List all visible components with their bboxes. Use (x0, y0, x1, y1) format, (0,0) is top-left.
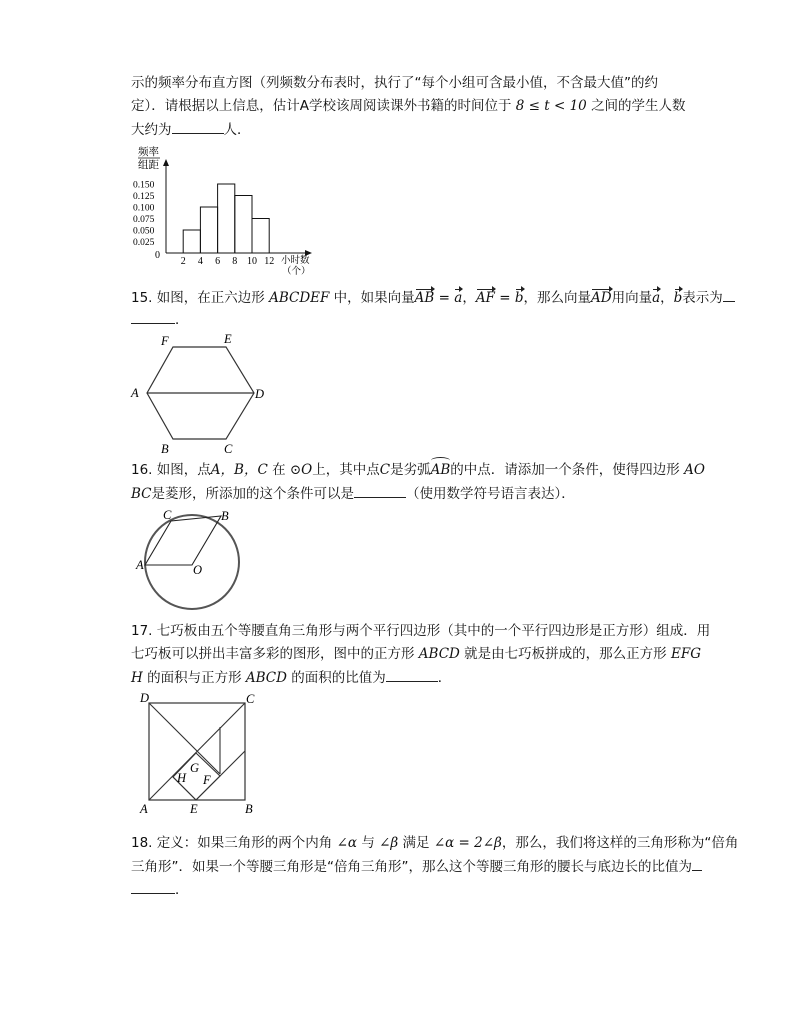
label-B: B (161, 442, 169, 456)
q16-text2: 在 (272, 462, 286, 478)
q16-text6: 是菱形，所添加的这个条件可以是 (151, 486, 355, 502)
q17-text3c: ． (437, 670, 452, 686)
q14-inequality: 8 ≤ t < 10 (515, 98, 587, 114)
q15-number: 15. (131, 290, 153, 306)
label-D: D (140, 691, 150, 705)
q16-text5: 的中点．请添加一个条件，使得四边形 (450, 462, 680, 478)
q18-text4: ，那么，我们将这样的三角形称为“倍角 (501, 835, 739, 851)
q15-line2 (131, 309, 189, 330)
vector-b: b (514, 290, 524, 306)
q18-angle-alpha: ∠α (336, 835, 358, 851)
q15-text3: ，那么向量 (523, 290, 591, 306)
circle-figure (134, 506, 249, 616)
label-H: H (177, 771, 187, 785)
q14-line2b-text: 之间的学生人数 (591, 98, 686, 114)
y-tick-label: 0.025 (133, 238, 155, 248)
tangram-figure (136, 692, 266, 817)
label-F: F (161, 334, 169, 348)
q17-line2 (131, 644, 701, 664)
q15-eq1: = (434, 290, 455, 306)
x-tick-label: 2 (180, 256, 186, 267)
q16-number: 16. (131, 462, 153, 478)
label-A: A (131, 386, 139, 400)
y-tick-label: 0.125 (133, 192, 155, 202)
q14-line3b-text: 人． (223, 122, 251, 138)
q14-line1: 示的频率分布直方图（列频数分布表时，执行了“每个小组可含最小值，不含最大值”的约 (131, 75, 658, 91)
q16-text4: 是劣弧 (390, 462, 431, 478)
label-E: E (224, 332, 232, 346)
q14-answer-blank[interactable] (172, 119, 224, 134)
q18-line3 (131, 879, 189, 900)
label-E: E (190, 802, 198, 816)
y-tick-label: 0.075 (133, 215, 155, 225)
q17-square-ABCD: ABCD (418, 646, 460, 662)
q18-line1 (131, 833, 738, 853)
q16-point-C: C (379, 462, 391, 478)
vector-AB: AB (414, 290, 435, 306)
q18-answer-blank-b[interactable] (131, 879, 175, 894)
label-G: G (190, 761, 200, 775)
vector-AD: AD (591, 290, 612, 306)
q17-number: 17. (131, 623, 153, 639)
q16-circle: ⊙O (289, 462, 313, 478)
q18-number: 18. (131, 835, 153, 851)
q15-text1: 如图，在正六边形 (156, 290, 265, 306)
q17-text3a: 的面积与正方形 (147, 670, 242, 686)
histogram-bars (183, 184, 269, 253)
q15-text5: 表示为 (682, 290, 723, 306)
histogram-bar (235, 196, 252, 254)
y-label-bottom: 组距 (138, 160, 159, 171)
label-C: C (246, 692, 255, 706)
q16-answer-blank[interactable] (354, 483, 406, 498)
x-label: 小时数 (281, 256, 310, 266)
q16-line2 (131, 483, 575, 504)
q18-line2 (131, 856, 702, 877)
label-C: C (224, 442, 233, 456)
histogram-bar (200, 207, 217, 253)
q15-end: ． (175, 312, 189, 328)
q15-hexagon-name: ABCDEF (269, 290, 330, 306)
histogram-bar (218, 184, 235, 253)
q14-line3a-text: 大约为 (131, 122, 172, 138)
y-label-top: 频率 (138, 147, 159, 158)
q15-line1 (131, 287, 735, 308)
q18-text1: 定义：如果三角形的两个内角 (156, 835, 333, 851)
x-tick-label: 8 (232, 256, 238, 267)
q16-text3: 上，其中点 (312, 462, 380, 478)
q17-answer-blank[interactable] (386, 667, 438, 682)
q18-end: ． (175, 882, 189, 898)
q18-relation: ∠α = 2∠β (433, 835, 502, 851)
circle-O (145, 515, 239, 609)
label-O: O (193, 563, 203, 577)
q14-line3 (131, 119, 251, 140)
q17-text2a: 七巧板可以拼出丰富多彩的图形，图中的正方形 (131, 646, 415, 662)
q15-answer-blank-b[interactable] (131, 309, 175, 324)
q17-text3b: 的面积的比值为 (291, 670, 386, 686)
q16-points: A，B，C (210, 462, 268, 478)
histogram-axes (163, 159, 312, 256)
x-unit: （个） (282, 267, 311, 277)
origin-label: 0 (155, 250, 160, 261)
q17-line1 (131, 621, 710, 641)
label-A: A (136, 558, 144, 572)
q16-arc-AB: AB (430, 462, 451, 478)
q17-square-H: H (131, 670, 143, 686)
hexagon-figure (128, 332, 268, 457)
rhombus-AOBC (145, 516, 221, 565)
q17-line3 (131, 667, 451, 688)
x-tick-label: 10 (247, 256, 257, 267)
q15-sep: ， (660, 290, 674, 306)
q18-answer-blank-a[interactable] (692, 856, 702, 871)
label-B: B (245, 802, 253, 816)
q14-line2-text: 定）．请根据以上信息，估计A学校该周阅读课外书籍的时间位于 (131, 98, 512, 114)
q15-text2: 中，如果向量 (333, 290, 415, 306)
q17-text2b: 就是由七巧板拼成的，那么正方形 (464, 646, 667, 662)
x-tick-label: 4 (197, 256, 203, 267)
histogram-bar (252, 219, 269, 254)
q16-line1 (131, 460, 705, 480)
y-tick-label: 0.050 (133, 226, 155, 237)
q15-comma: ， (462, 290, 476, 306)
y-tick-label: 0.150 (133, 180, 155, 191)
label-F: F (203, 773, 211, 787)
label-B: B (221, 509, 229, 523)
q14-line2 (131, 96, 686, 116)
frequency-histogram (130, 142, 330, 282)
q16-text7: （使用数学符号语言表达）． (406, 486, 575, 502)
q15-eq2: = (494, 290, 515, 306)
q16-quad-part2: BC (131, 486, 152, 502)
q17-text1: 七巧板由五个等腰直角三角形与两个平行四边形（其中的一个平行四边形是正方形）组成．用 (156, 623, 711, 639)
label-A: A (140, 802, 148, 816)
x-tick-label: 6 (215, 256, 221, 267)
q18-text5: 三角形”．如果一个等腰三角形是“倍角三角形”，那么这个等腰三角形的腰长与底边长的比值为 (131, 859, 692, 875)
q17-square-ABCD-2: ABCD (245, 670, 287, 686)
y-tick-label: 0.100 (133, 203, 155, 214)
q17-square-EFG: EFG (670, 646, 701, 662)
label-C: C (163, 508, 172, 522)
q15-answer-blank-a[interactable] (723, 287, 735, 302)
label-D: D (255, 387, 265, 401)
y-tick-labels (133, 181, 155, 249)
q16-text1: 如图，点 (156, 462, 211, 478)
q18-angle-beta: ∠β (379, 835, 399, 851)
q15-text4: 用向量 (611, 290, 653, 306)
x-tick-labels (181, 256, 275, 267)
q18-text3: 满足 (402, 835, 430, 851)
vector-a-2: a (652, 290, 661, 306)
q18-text2: 与 (361, 835, 375, 851)
vector-a: a (454, 290, 463, 306)
vector-AF: AF (475, 290, 495, 306)
histogram-bar (183, 230, 200, 253)
vector-b-2: b (673, 290, 683, 306)
x-tick-label: 12 (264, 256, 275, 267)
q16-quad-part1: AO (684, 462, 705, 478)
y-axis-arrow (163, 159, 169, 166)
